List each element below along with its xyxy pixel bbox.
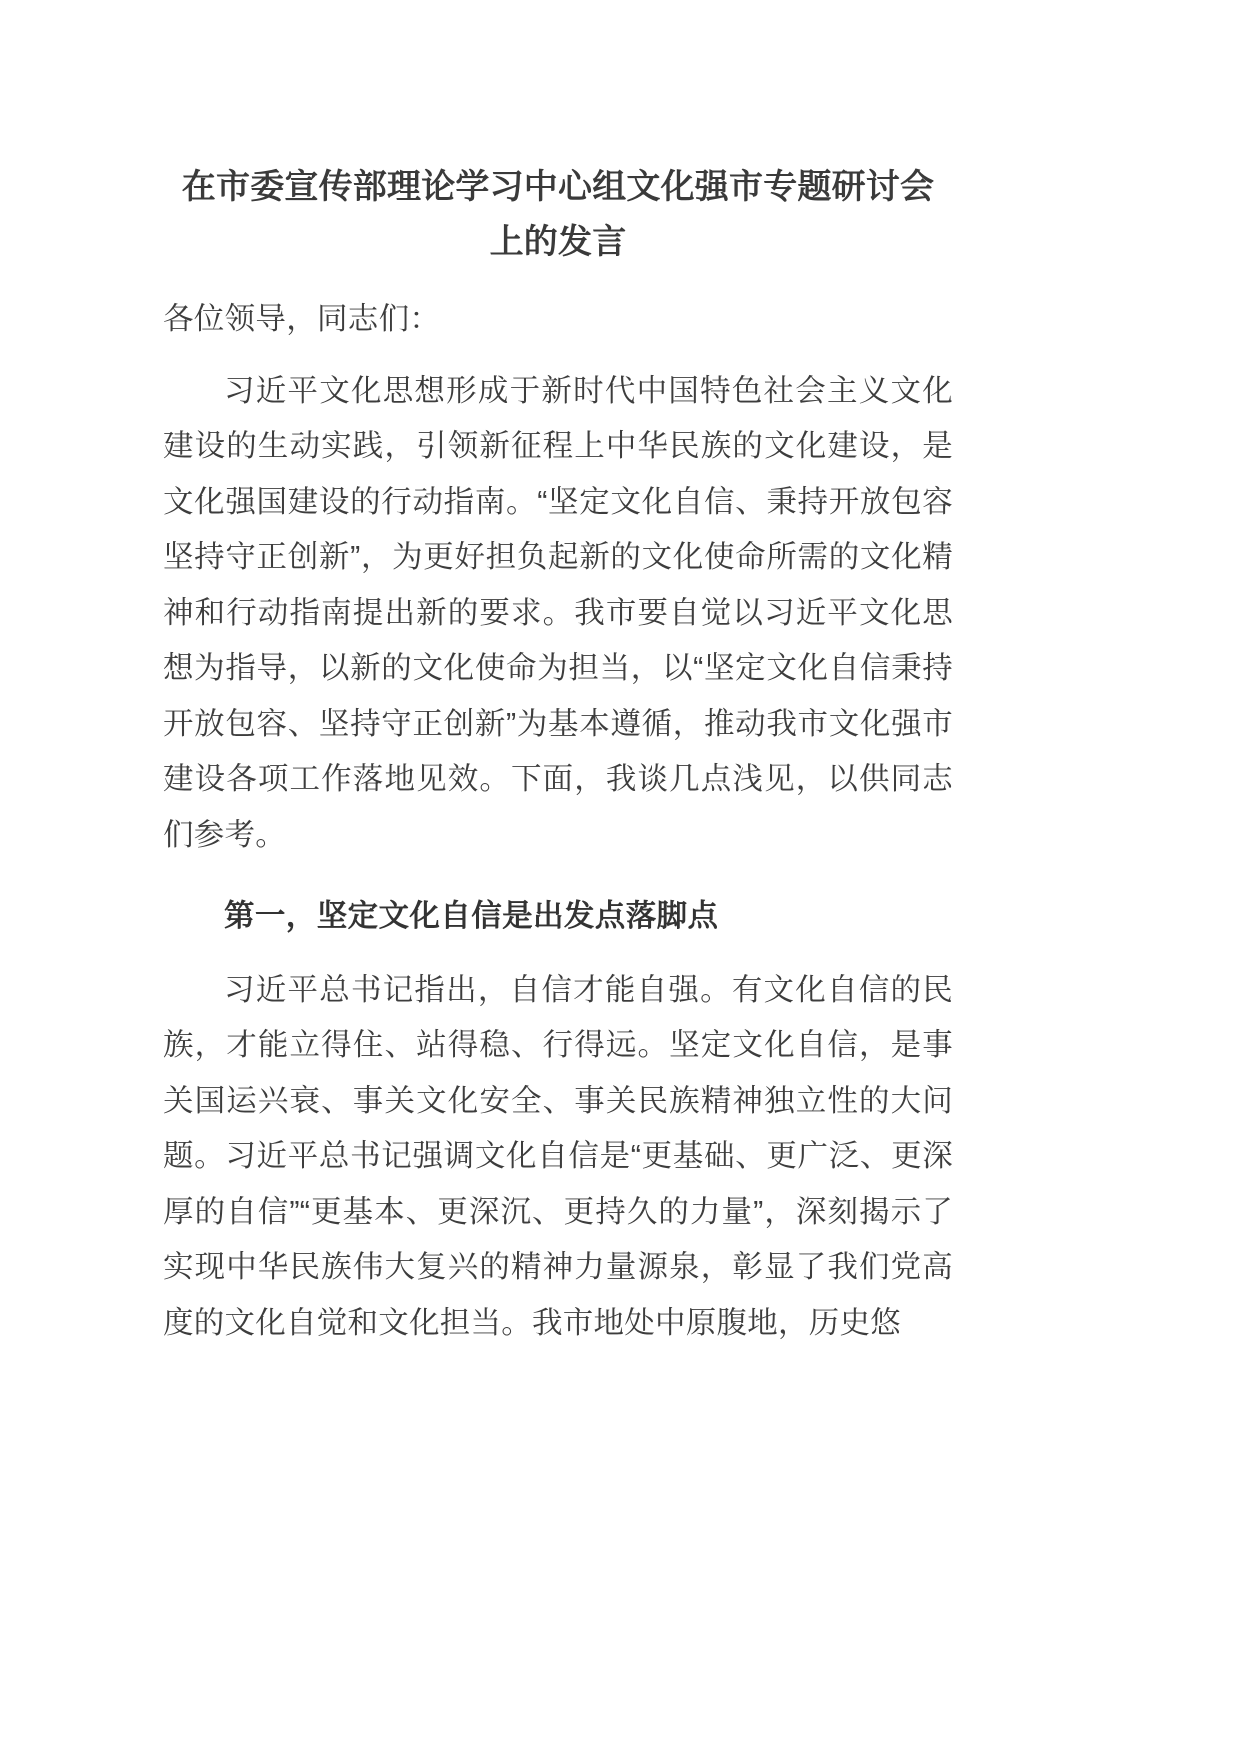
page-title: 在市委宣传部理论学习中心组文化强市专题研讨会上的发言	[181, 168, 935, 262]
document-content	[163, 160, 953, 1351]
section-heading-first: 第一，坚定文化自信是出发点落脚点	[224, 899, 719, 934]
section-paragraph: 习近平总书记指出，自信才能自强。有文化自信的民族，才能立得住、站得稳、行得远。坚定文化自信，是事关国运兴衰、事关文化安全、事关民族精神独立性的大问题。习近平总书记强调文化自信是“更基础、更广泛、更深厚的自信”“更基本、更深沉、更持久的力量”，深刻揭示了实现中华民族伟大复兴的精神力量源泉，彰显了我们党高度的文化自觉和文化担当。我市地处中原腹地，历史悠	[163, 972, 953, 1340]
body-paragraph: 习近平文化思想形成于新时代中国特色社会主义文化建设的生动实践，引领新征程上中华民族的文化建设，是文化强国建设的行动指南。“坚定文化自信、秉持开放包容坚持守正创新”，为更好担负起新的文化使命所需的文化精神和行动指南提出新的要求。我市要自觉以习近平文化思想为指导，以新的文化使命为担当，以“坚定文化自信秉持开放包容、坚持守正创新”为基本遵循，推动我市文化强市建设各项工作落地见效。下面，我谈几点浅见，以供同志们参考。	[163, 373, 953, 852]
salutation-line: 各位领导，同志们：	[163, 302, 441, 337]
